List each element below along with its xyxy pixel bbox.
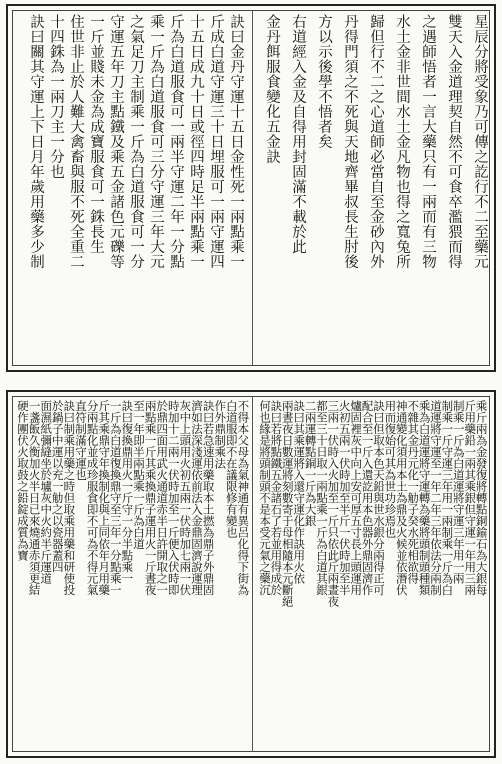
text-column: 一斤並賤未金為成寶服食可一銖長生 xyxy=(88,14,104,254)
text-column: 火初五兩一伏時加至半斤一伏時加至半 xyxy=(337,400,352,596)
text-column: 分兩點化並成珍服食即不可為不得元氣 xyxy=(85,400,100,596)
text-column: 斤其乘鼎守年換制化與上同依年月用藥 xyxy=(97,400,112,596)
text-column: 不雜其金丹元化一觔子癸水死相欲得 xyxy=(406,400,421,584)
text-column: 一斤為白道復換鼎守至三年一分點乘一 xyxy=(108,400,123,596)
text-column: 用而復始可其為世功珍焉也 xyxy=(383,400,398,538)
text-column: 訣曰若將點鐵五金諸石了若並用得成於 xyxy=(269,400,284,596)
text-column: 爐固裡灰中向上安可厚五寸長上頭運用 xyxy=(349,400,364,596)
text-column: 訣曰金丹守運十五日金性死一兩點乘一 xyxy=(228,14,244,269)
text-column: 訣曰關其守運上下日月年歲用藥多少制 xyxy=(28,14,44,269)
top-center-divider xyxy=(252,10,253,366)
text-column: 斤為白道服食可一兩半守運二年一分點 xyxy=(168,14,184,269)
text-column: 都至三十日取一兩點乘一斤為白道其銀 xyxy=(315,400,329,596)
text-column: 住世非止於人難大禽畜與服不死全重二 xyxy=(68,14,84,269)
text-column: 之遇師悟者一言大藥只有一兩而有三物 xyxy=(420,14,436,269)
text-column: 之氣足刀主制乘一斤為白道服食可一分 xyxy=(128,14,144,269)
text-column: 乘斤兩為金發復將轉點銅鍮石為大銀每 xyxy=(474,400,489,596)
text-column: 二兩運轉點銅一斤為大銀 xyxy=(303,400,318,527)
text-column: 一盞飯久衡加火半日已來燒通赤須更結 xyxy=(27,400,42,596)
text-column: 乘一斤為白道服食可三分守運三年大元 xyxy=(148,14,164,269)
text-column: 制乘一斤為白道運將守運三年用一兩 xyxy=(451,400,466,584)
text-column: 白道服即不在議限修有變也 xyxy=(224,400,239,538)
text-column: 斤用藥鉛一兩其乘銀但守運一年用三兩 xyxy=(463,400,478,596)
text-column: 十四銖為一兩刀主一分也 xyxy=(48,14,64,179)
text-column: 制乘一斤守運三年用一兩制乘一斤為白 xyxy=(440,400,455,596)
text-column: 作外鼎制乘法 xyxy=(213,400,228,469)
text-column: 方以示後學不悟者矣 xyxy=(316,14,332,149)
text-column: 濟如法深淺運依前法入金鼎固濟說運理 xyxy=(190,400,204,596)
text-column: 時加十二兩一伏時加至一斤便入伏時即 xyxy=(166,400,181,596)
text-column: 訣曰但取本色天鉛與世水銀分兩得正可 xyxy=(372,400,386,596)
text-column: 於鼎四面用武火通道赤半日許開取之一 xyxy=(155,400,170,596)
text-column: 直符制滿守運也 xyxy=(74,400,88,481)
top-text-block xyxy=(6,4,496,372)
bottom-center-divider xyxy=(252,396,253,752)
text-column: 三兩一伏時入火加至一斤只依此斤兩晝夜 xyxy=(326,400,341,607)
bottom-text-block xyxy=(6,390,496,758)
text-column: 水土金非世間水土金凡物也得之寬兔所 xyxy=(394,14,410,269)
text-column: 灰中上頭用火初五兩一伏時加七兩一伏 xyxy=(178,400,193,596)
text-column: 金丹餌服食變化五金訣 xyxy=(264,14,280,164)
text-column: 硬作團伏火取鼓之鉛錠成質為寶 xyxy=(16,400,30,561)
text-column: 不得本父母為氣神通有異呂化得下街為 xyxy=(236,400,251,596)
text-column: 於鍋子中運以充一觔之以瓷器蓋四 xyxy=(50,400,65,573)
text-column: 雙天入金道理契自然不可食卒濫猥而得 xyxy=(446,14,462,269)
text-column: 配合至一斤入還訖用本色器外鼎固濟作 xyxy=(360,400,375,596)
text-column: 訣曰制乘用藥之時但取乘用藥和研使投 xyxy=(62,400,77,596)
text-column: 訣曰復換鼎用火一斤守一分半點乘一 xyxy=(120,400,135,584)
text-column: 星辰分將受象乃可傳之訖行不二至藥元 xyxy=(472,14,488,269)
text-column: 何也緣是將頭制頭不是本受元氣之藥沉 xyxy=(258,400,272,596)
text-column: 神通變化須用本土為鼎及火候並依潛伏 xyxy=(394,400,409,596)
text-column: 道運將守運至一年二年三年依法分兩制 xyxy=(429,400,443,596)
text-column: 丹得門須之不死與天地齊畢叔長生肘後 xyxy=(342,14,358,269)
text-column: 至一年即半兩點乘一斤為白道 xyxy=(132,400,146,550)
text-column: 面濕紙彌縫坐於壚灰中火約半斤運道 xyxy=(39,400,54,584)
text-column: 斤成白道守運三十日埋服可一兩守運四 xyxy=(208,14,224,269)
text-column: 乘為白道運將守運轉為藥將頭制頭種類 xyxy=(417,400,432,596)
text-column: 右道經入金及自得用封固滿不載於此 xyxy=(290,14,306,254)
text-column: 十五日成九十日或徑四時足半兩點乘一 xyxy=(188,14,204,269)
text-column: 訣曰若急速用藥取本土撚為鼎子外鼎固 xyxy=(201,400,216,596)
text-column: 歸但行不二之心道師必當自至金砂內外 xyxy=(368,14,384,269)
text-column: 訣曰其乘運將入還守運化作訣用火依 xyxy=(292,400,307,584)
text-column: 兩點乘一斤其乘換鼎子運用火一斤晝夜 xyxy=(143,400,158,596)
text-column: 兩晝夜日數運將刻數寄于母相隨本元斷絕 xyxy=(280,400,295,607)
text-column: 守運五年刀主點鐵及乘五金諸色元礫等 xyxy=(108,14,124,269)
